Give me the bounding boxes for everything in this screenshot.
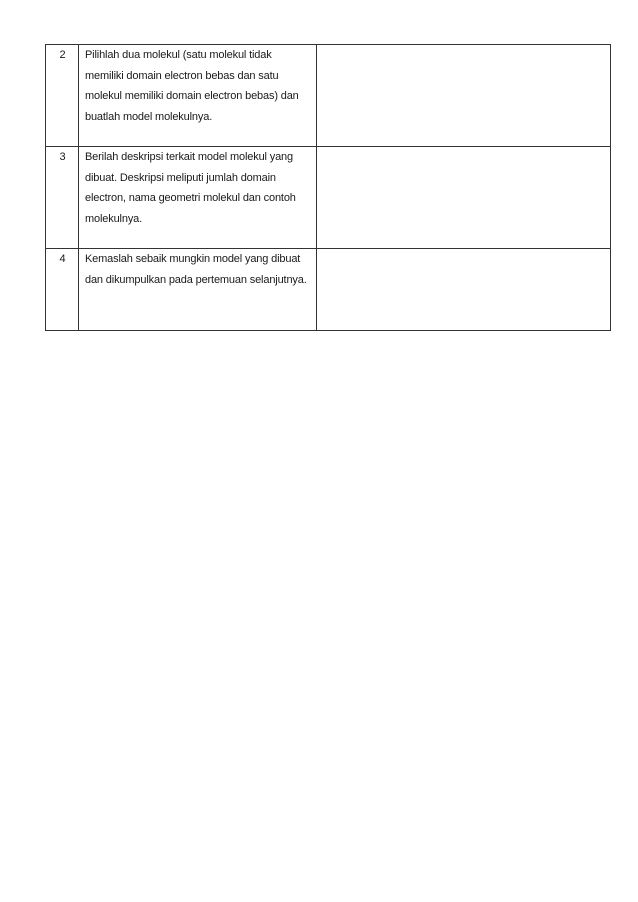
number-cell [46, 147, 79, 249]
table-row [46, 45, 611, 147]
answer-cell [317, 45, 611, 147]
answer-cell [317, 147, 611, 249]
row-number: 3 [59, 151, 66, 163]
task-table [45, 44, 611, 331]
number-cell [46, 249, 79, 331]
row-number: 4 [59, 253, 66, 265]
table-row [46, 147, 611, 249]
number-cell [46, 45, 79, 147]
task-cell [79, 45, 317, 147]
answer-text [317, 249, 610, 330]
answer-cell [317, 249, 611, 331]
task-cell [79, 147, 317, 249]
task-text: Berilah deskripsi terkait model molekul yang dibuat. Deskripsi meliputi jumlah domain electron, nama geometri molekul dan contoh molekulnya. [85, 151, 296, 225]
task-text: Pilihlah dua molekul (satu molekul tidak memiliki domain electron bebas dan satu molekul memiliki domain electron bebas) dan buatlah model molekulnya. [85, 49, 299, 123]
row-number: 2 [59, 49, 66, 61]
table-row [46, 249, 611, 331]
answer-text [317, 147, 610, 248]
task-text: Kemaslah sebaik mungkin model yang dibuat dan dikumpulkan pada pertemuan selanjutnya. [85, 253, 307, 286]
task-cell [79, 249, 317, 331]
answer-text [317, 45, 610, 146]
